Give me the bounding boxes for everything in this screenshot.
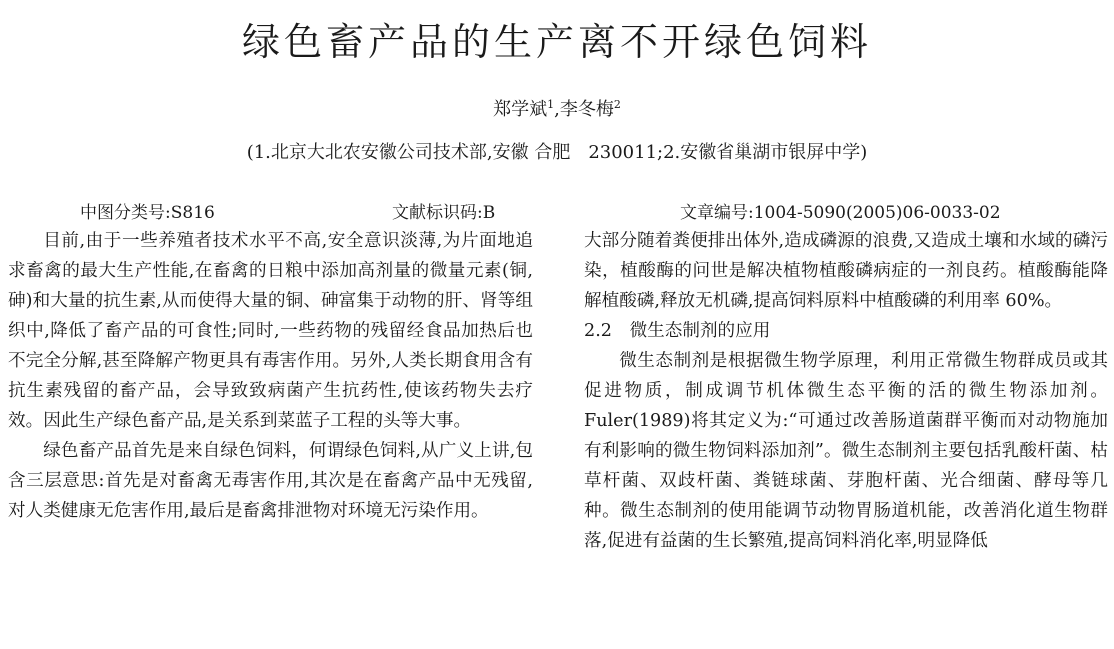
author-affiliation: (1.北京大北农安徽公司技术部,安徽 合肥 230011;2.安徽省巢湖市银屏中学) <box>246 142 868 163</box>
author-affiliation-mark: 2 <box>613 98 621 111</box>
body-paragraph: 目前,由于一些养殖者技术水平不高,安全意识淡薄,为片面地追求畜禽的最大生产性能,在畜禽的日粮中添加高剂量的微量元素(铜,砷)和大量的抗生素,从而使得大量的铜、砷富集于动物的肝、肾等组织中,降低了畜产品的可食性;同时,一些药物的残留经食品加热后也不完全分解,甚至降解产物更具有毒害作用。另外,人类长期食用含有抗生素残留的畜产品，会导致致病菌产生抗药性,使该药物失去疗效。因此生产绿色畜产品,是关系到菜蓝子工程的头等大事。 <box>8 231 533 431</box>
author-line <box>0 92 1114 123</box>
classification-number: 中图分类号:S816 <box>80 203 215 223</box>
continued-paragraph: 大部分随着粪便排出体外,造成磷源的浪费,又造成土壤和水域的磷污染，植酸酶的问世是解决植物植酸磷病症的一剂良药。植酸酶能降解植酸磷,释放无机磷,提高饲料原料中植酸磷的利用率 60%。 <box>584 231 1108 311</box>
body-paragraph: 微生态制剂是根据微生物学原理，利用正常微生物群成员或其促进物质，制成调节机体微生态平衡的活的微生物添加剂。Fuler(1989)将其定义为:“可通过改善肠道菌群平衡而对动物施加有利影响的微生物饲料添加剂”。微生态制剂主要包括乳酸杆菌、枯草杆菌、双歧杆菌、粪链球菌、芽胞杆菌、光合细菌、酵母等几种。微生态制剂的使用能调节动物胃肠道机能，改善消化道生物群落,促进有益菌的生长繁殖,提高饲料消化率,明显降低 <box>584 351 1108 551</box>
author-name: 郑学斌 <box>493 99 548 120</box>
author-separator: , <box>554 99 560 120</box>
left-column <box>8 226 533 526</box>
body-paragraph: 绿色畜产品首先是来自绿色饲料，何谓绿色饲料,从广义上讲,包含三层意思:首先是对畜禽无毒害作用,其次是在畜禽产品中无残留,对人类健康无危害作用,最后是畜禽排泄物对环境无污染作用。 <box>8 441 533 521</box>
right-column <box>584 226 1108 556</box>
document-code: 文献标识码:B <box>392 203 496 223</box>
section-heading: 2.2 微生态制剂的应用 <box>584 321 771 341</box>
article-number: 文章编号:1004-5090(2005)06-0033-02 <box>680 203 1001 223</box>
author-affiliation-mark: 1 <box>547 98 555 111</box>
article-title: 绿色畜产品的生产离不开绿色饲料 <box>241 20 872 64</box>
author-name: 李冬梅 <box>559 99 614 120</box>
